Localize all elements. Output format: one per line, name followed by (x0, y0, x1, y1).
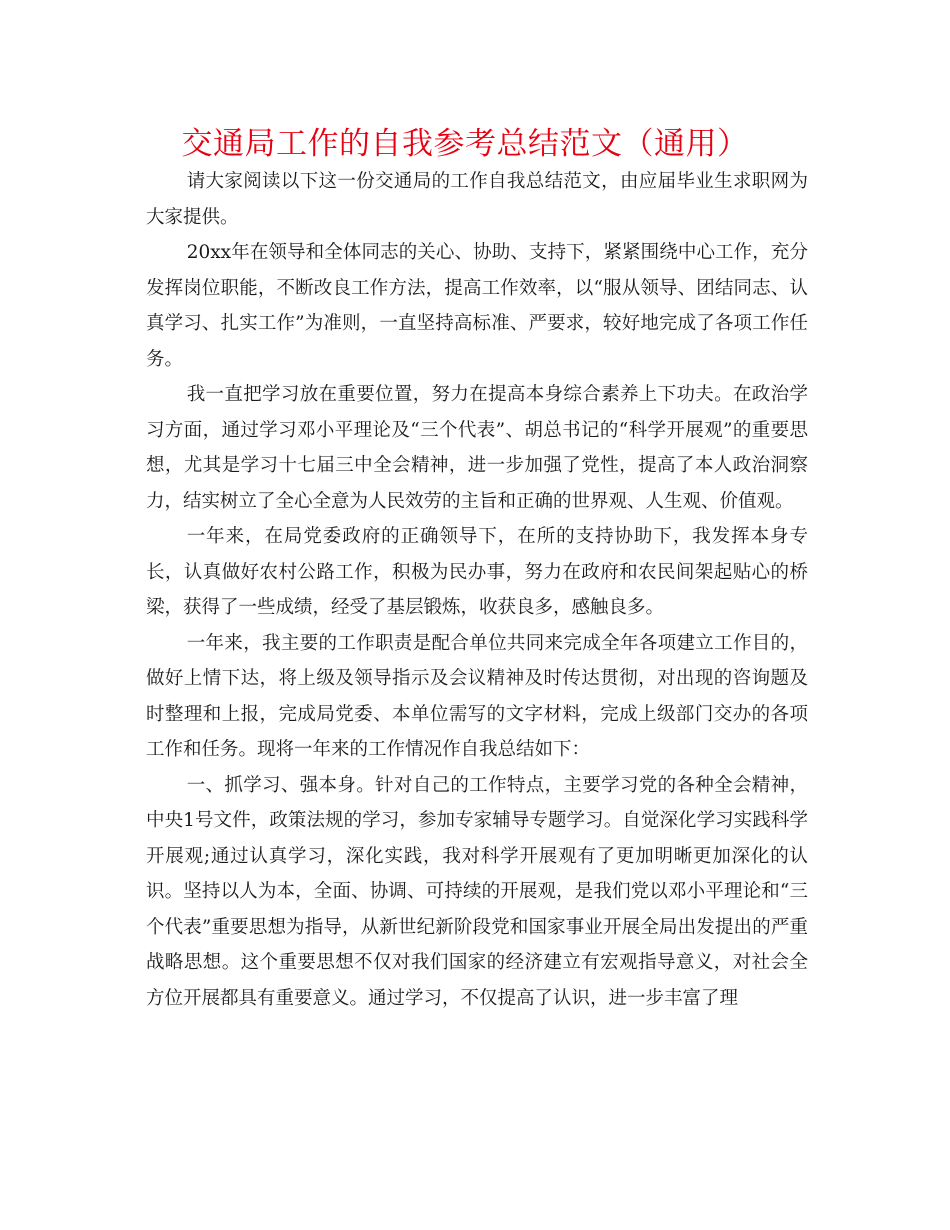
paragraph-year-work: 一年来，在局党委政府的正确领导下，在所的支持协助下，我发挥本身专长，认真做好农村公路工作，积极为民办事，努力在政府和农民间架起贴心的桥梁，获得了一些成绩，经受了基层锻炼，收获良多，感触良多。 (146, 526, 808, 618)
paragraph-intro: 请大家阅读以下这一份交通局的工作自我总结范文，由应届毕业生求职网为大家提供。 (146, 171, 808, 228)
paragraph-section-one: 一、抓学习、强本身。针对自己的工作特点，主要学习党的各种全会精神，中央1号文件，政策法规的学习，参加专家辅导专题学习。自觉深化学习实践科学开展观;通过认真学习，深化实践，我对科学开展观有了更加明晰更加深化的认识。坚持以人为本，全面、协调、可持续的开展观，是我们党以邓小平理论和“三个代表”重要思想为指导，从新世纪新阶段党和国家事业开展全局出发提出的严重战略思想。这个重要思想不仅对我们国家的经济建立有宏观指导意义，对社会全方位开展都具有重要意义。通过学习，不仅提高了认识，进一步丰富了理 (146, 774, 808, 1009)
paragraph-duties: 一年来，我主要的工作职责是配合单位共同来完成全年各项建立工作目的，做好上情下达，将上级及领导指示及会议精神及时传达贯彻，对出现的咨询题及时整理和上报，完成局党委、本单位需写的文字材料，完成上级部门交办的各项工作和任务。现将一年来的工作情况作自我总结如下： (146, 632, 808, 760)
document-title: 交通局工作的自我参考总结范文（通用） (181, 126, 749, 162)
paragraph-study: 我一直把学习放在重要位置，努力在提高本身综合素养上下功夫。在政治学习方面，通过学习邓小平理论及“三个代表”、胡总书记的“科学开展观”的重要思想，尤其是学习十七届三中全会精神，进一步加强了党性，提高了本人政治洞察力，结实树立了全心全意为人民效劳的主旨和正确的世界观、人生观、价值观。 (146, 384, 808, 512)
document-body (146, 164, 808, 1016)
paragraph-overview: 20xx年在领导和全体同志的关心、协助、支持下，紧紧围绕中心工作，充分发挥岗位职能，不断改良工作方法，提高工作效率，以“服从领导、团结同志、认真学习、扎实工作”为准则，一直坚持高标准、严要求，较好地完成了各项工作任务。 (146, 242, 808, 370)
